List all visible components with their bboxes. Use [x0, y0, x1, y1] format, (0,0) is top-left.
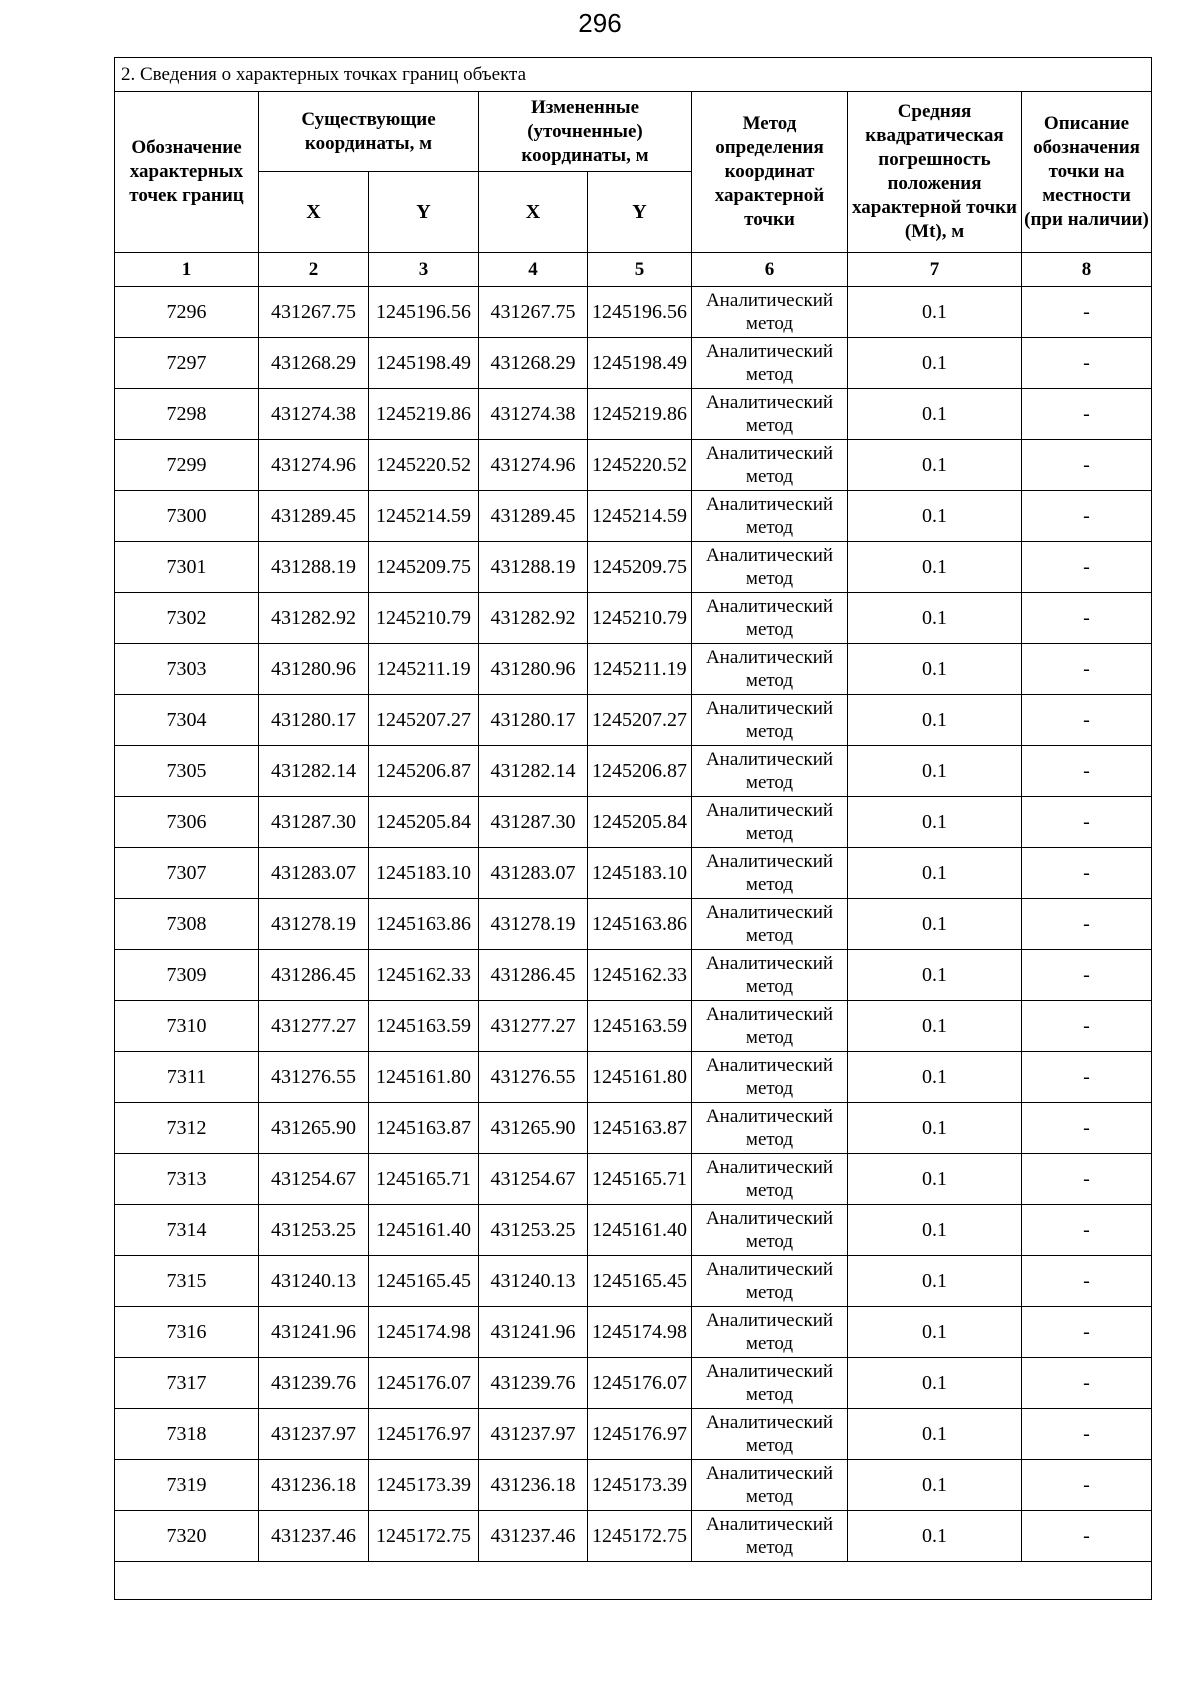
point-designation-cell: 7316 [115, 1307, 259, 1358]
changed-y-cell: 1245211.19 [588, 644, 692, 695]
blank-cell [115, 1562, 1152, 1600]
description-cell: - [1022, 389, 1152, 440]
existing-y-cell: 1245163.87 [369, 1103, 479, 1154]
method-cell: Аналитический метод [692, 542, 848, 593]
existing-x-cell: 431253.25 [259, 1205, 369, 1256]
method-cell: Аналитический метод [692, 950, 848, 1001]
point-designation-cell: 7317 [115, 1358, 259, 1409]
changed-y-cell: 1245209.75 [588, 542, 692, 593]
error-cell: 0.1 [848, 1358, 1022, 1409]
existing-x-cell: 431283.07 [259, 848, 369, 899]
error-cell: 0.1 [848, 848, 1022, 899]
changed-x-cell: 431236.18 [479, 1460, 588, 1511]
changed-y-cell: 1245165.71 [588, 1154, 692, 1205]
column-number: 6 [692, 253, 848, 287]
point-designation-cell: 7311 [115, 1052, 259, 1103]
description-cell: - [1022, 287, 1152, 338]
point-designation-cell: 7313 [115, 1154, 259, 1205]
existing-x-cell: 431274.38 [259, 389, 369, 440]
description-cell: - [1022, 746, 1152, 797]
method-cell: Аналитический метод [692, 695, 848, 746]
existing-x-cell: 431237.46 [259, 1511, 369, 1562]
method-cell: Аналитический метод [692, 1256, 848, 1307]
table-row [115, 848, 1152, 899]
blank-row [115, 1562, 1152, 1600]
existing-x-cell: 431237.97 [259, 1409, 369, 1460]
description-cell: - [1022, 338, 1152, 389]
existing-y-cell: 1245196.56 [369, 287, 479, 338]
table-row [115, 746, 1152, 797]
table-body [115, 287, 1152, 1562]
header-changed-x: X [479, 172, 588, 253]
point-designation-cell: 7305 [115, 746, 259, 797]
changed-x-cell: 431267.75 [479, 287, 588, 338]
point-designation-cell: 7301 [115, 542, 259, 593]
changed-y-cell: 1245173.39 [588, 1460, 692, 1511]
error-cell: 0.1 [848, 440, 1022, 491]
page-number: 296 [578, 8, 622, 38]
error-cell: 0.1 [848, 950, 1022, 1001]
header-existing-x: X [259, 172, 369, 253]
existing-y-cell: 1245220.52 [369, 440, 479, 491]
description-cell: - [1022, 797, 1152, 848]
point-designation-cell: 7297 [115, 338, 259, 389]
method-cell: Аналитический метод [692, 1103, 848, 1154]
changed-y-cell: 1245161.80 [588, 1052, 692, 1103]
changed-y-cell: 1245165.45 [588, 1256, 692, 1307]
existing-y-cell: 1245172.75 [369, 1511, 479, 1562]
point-designation-cell: 7299 [115, 440, 259, 491]
changed-y-cell: 1245163.86 [588, 899, 692, 950]
changed-x-cell: 431237.46 [479, 1511, 588, 1562]
existing-y-cell: 1245163.86 [369, 899, 479, 950]
existing-y-cell: 1245198.49 [369, 338, 479, 389]
description-cell: - [1022, 848, 1152, 899]
changed-x-cell: 431274.38 [479, 389, 588, 440]
error-cell: 0.1 [848, 338, 1022, 389]
existing-x-cell: 431241.96 [259, 1307, 369, 1358]
point-designation-cell: 7314 [115, 1205, 259, 1256]
method-cell: Аналитический метод [692, 338, 848, 389]
existing-x-cell: 431265.90 [259, 1103, 369, 1154]
boundary-points-table [114, 57, 1152, 1600]
changed-y-cell: 1245198.49 [588, 338, 692, 389]
existing-x-cell: 431286.45 [259, 950, 369, 1001]
changed-y-cell: 1245210.79 [588, 593, 692, 644]
changed-y-cell: 1245219.86 [588, 389, 692, 440]
changed-x-cell: 431288.19 [479, 542, 588, 593]
table-row [115, 1256, 1152, 1307]
method-cell: Аналитический метод [692, 1511, 848, 1562]
error-cell: 0.1 [848, 1256, 1022, 1307]
existing-x-cell: 431276.55 [259, 1052, 369, 1103]
existing-x-cell: 431287.30 [259, 797, 369, 848]
column-number: 1 [115, 253, 259, 287]
table-row [115, 542, 1152, 593]
existing-x-cell: 431268.29 [259, 338, 369, 389]
changed-x-cell: 431276.55 [479, 1052, 588, 1103]
description-cell: - [1022, 1409, 1152, 1460]
changed-y-cell: 1245163.59 [588, 1001, 692, 1052]
method-cell: Аналитический метод [692, 848, 848, 899]
existing-y-cell: 1245174.98 [369, 1307, 479, 1358]
method-cell: Аналитический метод [692, 287, 848, 338]
existing-x-cell: 431240.13 [259, 1256, 369, 1307]
description-cell: - [1022, 593, 1152, 644]
existing-y-cell: 1245165.45 [369, 1256, 479, 1307]
table-row [115, 1511, 1152, 1562]
existing-y-cell: 1245209.75 [369, 542, 479, 593]
description-cell: - [1022, 542, 1152, 593]
point-designation-cell: 7302 [115, 593, 259, 644]
existing-x-cell: 431289.45 [259, 491, 369, 542]
header-method: Метод определения координат характерной точки [692, 92, 848, 253]
description-cell: - [1022, 1052, 1152, 1103]
existing-x-cell: 431282.14 [259, 746, 369, 797]
point-designation-cell: 7315 [115, 1256, 259, 1307]
method-cell: Аналитический метод [692, 644, 848, 695]
method-cell: Аналитический метод [692, 389, 848, 440]
header-description: Описание обозначения точки на местности (при наличии) [1022, 92, 1152, 253]
changed-y-cell: 1245172.75 [588, 1511, 692, 1562]
changed-y-cell: 1245163.87 [588, 1103, 692, 1154]
error-cell: 0.1 [848, 695, 1022, 746]
changed-y-cell: 1245220.52 [588, 440, 692, 491]
header-changed-coords: Измененные (уточненные) координаты, м [479, 92, 692, 172]
existing-y-cell: 1245176.07 [369, 1358, 479, 1409]
description-cell: - [1022, 899, 1152, 950]
point-designation-cell: 7296 [115, 287, 259, 338]
changed-x-cell: 431287.30 [479, 797, 588, 848]
table-row [115, 338, 1152, 389]
changed-y-cell: 1245176.97 [588, 1409, 692, 1460]
existing-y-cell: 1245211.19 [369, 644, 479, 695]
method-cell: Аналитический метод [692, 1205, 848, 1256]
existing-x-cell: 431254.67 [259, 1154, 369, 1205]
method-cell: Аналитический метод [692, 899, 848, 950]
table-row [115, 644, 1152, 695]
changed-x-cell: 431286.45 [479, 950, 588, 1001]
existing-x-cell: 431278.19 [259, 899, 369, 950]
column-number-row [115, 253, 1152, 287]
changed-y-cell: 1245207.27 [588, 695, 692, 746]
existing-y-cell: 1245207.27 [369, 695, 479, 746]
error-cell: 0.1 [848, 1103, 1022, 1154]
existing-x-cell: 431280.17 [259, 695, 369, 746]
method-cell: Аналитический метод [692, 491, 848, 542]
method-cell: Аналитический метод [692, 593, 848, 644]
point-designation-cell: 7298 [115, 389, 259, 440]
changed-x-cell: 431282.92 [479, 593, 588, 644]
error-cell: 0.1 [848, 644, 1022, 695]
error-cell: 0.1 [848, 899, 1022, 950]
method-cell: Аналитический метод [692, 797, 848, 848]
changed-x-cell: 431239.76 [479, 1358, 588, 1409]
description-cell: - [1022, 950, 1152, 1001]
header-existing-coords: Существующие координаты, м [259, 92, 479, 172]
description-cell: - [1022, 1358, 1152, 1409]
error-cell: 0.1 [848, 1460, 1022, 1511]
header-existing-y: Y [369, 172, 479, 253]
column-number: 7 [848, 253, 1022, 287]
existing-x-cell: 431282.92 [259, 593, 369, 644]
table-row [115, 1001, 1152, 1052]
existing-y-cell: 1245161.80 [369, 1052, 479, 1103]
column-number: 5 [588, 253, 692, 287]
table-row [115, 1103, 1152, 1154]
table-row [115, 1052, 1152, 1103]
error-cell: 0.1 [848, 1154, 1022, 1205]
existing-x-cell: 431280.96 [259, 644, 369, 695]
table-row [115, 1358, 1152, 1409]
changed-x-cell: 431254.67 [479, 1154, 588, 1205]
point-designation-cell: 7309 [115, 950, 259, 1001]
table-row [115, 287, 1152, 338]
header-point-designation: Обозначение характерных точек границ [115, 92, 259, 253]
point-designation-cell: 7304 [115, 695, 259, 746]
existing-y-cell: 1245163.59 [369, 1001, 479, 1052]
changed-y-cell: 1245206.87 [588, 746, 692, 797]
description-cell: - [1022, 1205, 1152, 1256]
changed-x-cell: 431280.17 [479, 695, 588, 746]
error-cell: 0.1 [848, 1307, 1022, 1358]
changed-x-cell: 431237.97 [479, 1409, 588, 1460]
method-cell: Аналитический метод [692, 1358, 848, 1409]
existing-x-cell: 431274.96 [259, 440, 369, 491]
description-cell: - [1022, 1256, 1152, 1307]
point-designation-cell: 7318 [115, 1409, 259, 1460]
method-cell: Аналитический метод [692, 746, 848, 797]
point-designation-cell: 7312 [115, 1103, 259, 1154]
point-designation-cell: 7300 [115, 491, 259, 542]
point-designation-cell: 7307 [115, 848, 259, 899]
method-cell: Аналитический метод [692, 1052, 848, 1103]
existing-y-cell: 1245219.86 [369, 389, 479, 440]
table-row [115, 389, 1152, 440]
description-cell: - [1022, 1511, 1152, 1562]
method-cell: Аналитический метод [692, 440, 848, 491]
error-cell: 0.1 [848, 287, 1022, 338]
description-cell: - [1022, 1001, 1152, 1052]
error-cell: 0.1 [848, 1205, 1022, 1256]
column-number: 2 [259, 253, 369, 287]
table-row [115, 1154, 1152, 1205]
description-cell: - [1022, 1460, 1152, 1511]
changed-x-cell: 431265.90 [479, 1103, 588, 1154]
changed-y-cell: 1245214.59 [588, 491, 692, 542]
description-cell: - [1022, 440, 1152, 491]
changed-x-cell: 431278.19 [479, 899, 588, 950]
error-cell: 0.1 [848, 491, 1022, 542]
table-row [115, 440, 1152, 491]
error-cell: 0.1 [848, 542, 1022, 593]
table-row [115, 797, 1152, 848]
existing-y-cell: 1245176.97 [369, 1409, 479, 1460]
changed-y-cell: 1245196.56 [588, 287, 692, 338]
existing-y-cell: 1245162.33 [369, 950, 479, 1001]
description-cell: - [1022, 1307, 1152, 1358]
error-cell: 0.1 [848, 1511, 1022, 1562]
changed-x-cell: 431268.29 [479, 338, 588, 389]
error-cell: 0.1 [848, 1409, 1022, 1460]
existing-y-cell: 1245210.79 [369, 593, 479, 644]
table-row [115, 1205, 1152, 1256]
existing-y-cell: 1245214.59 [369, 491, 479, 542]
error-cell: 0.1 [848, 1001, 1022, 1052]
existing-y-cell: 1245165.71 [369, 1154, 479, 1205]
column-number: 3 [369, 253, 479, 287]
table-row [115, 1409, 1152, 1460]
method-cell: Аналитический метод [692, 1001, 848, 1052]
table-row [115, 950, 1152, 1001]
description-cell: - [1022, 491, 1152, 542]
point-designation-cell: 7303 [115, 644, 259, 695]
table-row [115, 899, 1152, 950]
changed-x-cell: 431240.13 [479, 1256, 588, 1307]
error-cell: 0.1 [848, 1052, 1022, 1103]
error-cell: 0.1 [848, 746, 1022, 797]
existing-x-cell: 431288.19 [259, 542, 369, 593]
existing-y-cell: 1245161.40 [369, 1205, 479, 1256]
table-row [115, 1307, 1152, 1358]
header-error: Средняя квадратическая погрешность положения характерной точки (Mt), м [848, 92, 1022, 253]
header-changed-y: Y [588, 172, 692, 253]
method-cell: Аналитический метод [692, 1409, 848, 1460]
table-row [115, 695, 1152, 746]
table-row [115, 1460, 1152, 1511]
existing-x-cell: 431236.18 [259, 1460, 369, 1511]
existing-y-cell: 1245173.39 [369, 1460, 479, 1511]
error-cell: 0.1 [848, 389, 1022, 440]
changed-y-cell: 1245183.10 [588, 848, 692, 899]
existing-x-cell: 431277.27 [259, 1001, 369, 1052]
changed-y-cell: 1245205.84 [588, 797, 692, 848]
changed-x-cell: 431283.07 [479, 848, 588, 899]
changed-x-cell: 431241.96 [479, 1307, 588, 1358]
changed-y-cell: 1245161.40 [588, 1205, 692, 1256]
point-designation-cell: 7319 [115, 1460, 259, 1511]
section-title: 2. Сведения о характерных точках границ объекта [115, 58, 1152, 92]
method-cell: Аналитический метод [692, 1460, 848, 1511]
changed-y-cell: 1245162.33 [588, 950, 692, 1001]
point-designation-cell: 7320 [115, 1511, 259, 1562]
column-number: 8 [1022, 253, 1152, 287]
changed-x-cell: 431253.25 [479, 1205, 588, 1256]
changed-x-cell: 431280.96 [479, 644, 588, 695]
error-cell: 0.1 [848, 593, 1022, 644]
changed-x-cell: 431289.45 [479, 491, 588, 542]
description-cell: - [1022, 695, 1152, 746]
existing-y-cell: 1245206.87 [369, 746, 479, 797]
existing-y-cell: 1245205.84 [369, 797, 479, 848]
error-cell: 0.1 [848, 797, 1022, 848]
changed-x-cell: 431282.14 [479, 746, 588, 797]
changed-y-cell: 1245174.98 [588, 1307, 692, 1358]
column-number: 4 [479, 253, 588, 287]
table-row [115, 593, 1152, 644]
changed-x-cell: 431277.27 [479, 1001, 588, 1052]
existing-x-cell: 431239.76 [259, 1358, 369, 1409]
point-designation-cell: 7306 [115, 797, 259, 848]
changed-x-cell: 431274.96 [479, 440, 588, 491]
point-designation-cell: 7310 [115, 1001, 259, 1052]
description-cell: - [1022, 1154, 1152, 1205]
description-cell: - [1022, 1103, 1152, 1154]
table-row [115, 491, 1152, 542]
changed-y-cell: 1245176.07 [588, 1358, 692, 1409]
method-cell: Аналитический метод [692, 1307, 848, 1358]
existing-x-cell: 431267.75 [259, 287, 369, 338]
existing-y-cell: 1245183.10 [369, 848, 479, 899]
point-designation-cell: 7308 [115, 899, 259, 950]
description-cell: - [1022, 644, 1152, 695]
method-cell: Аналитический метод [692, 1154, 848, 1205]
